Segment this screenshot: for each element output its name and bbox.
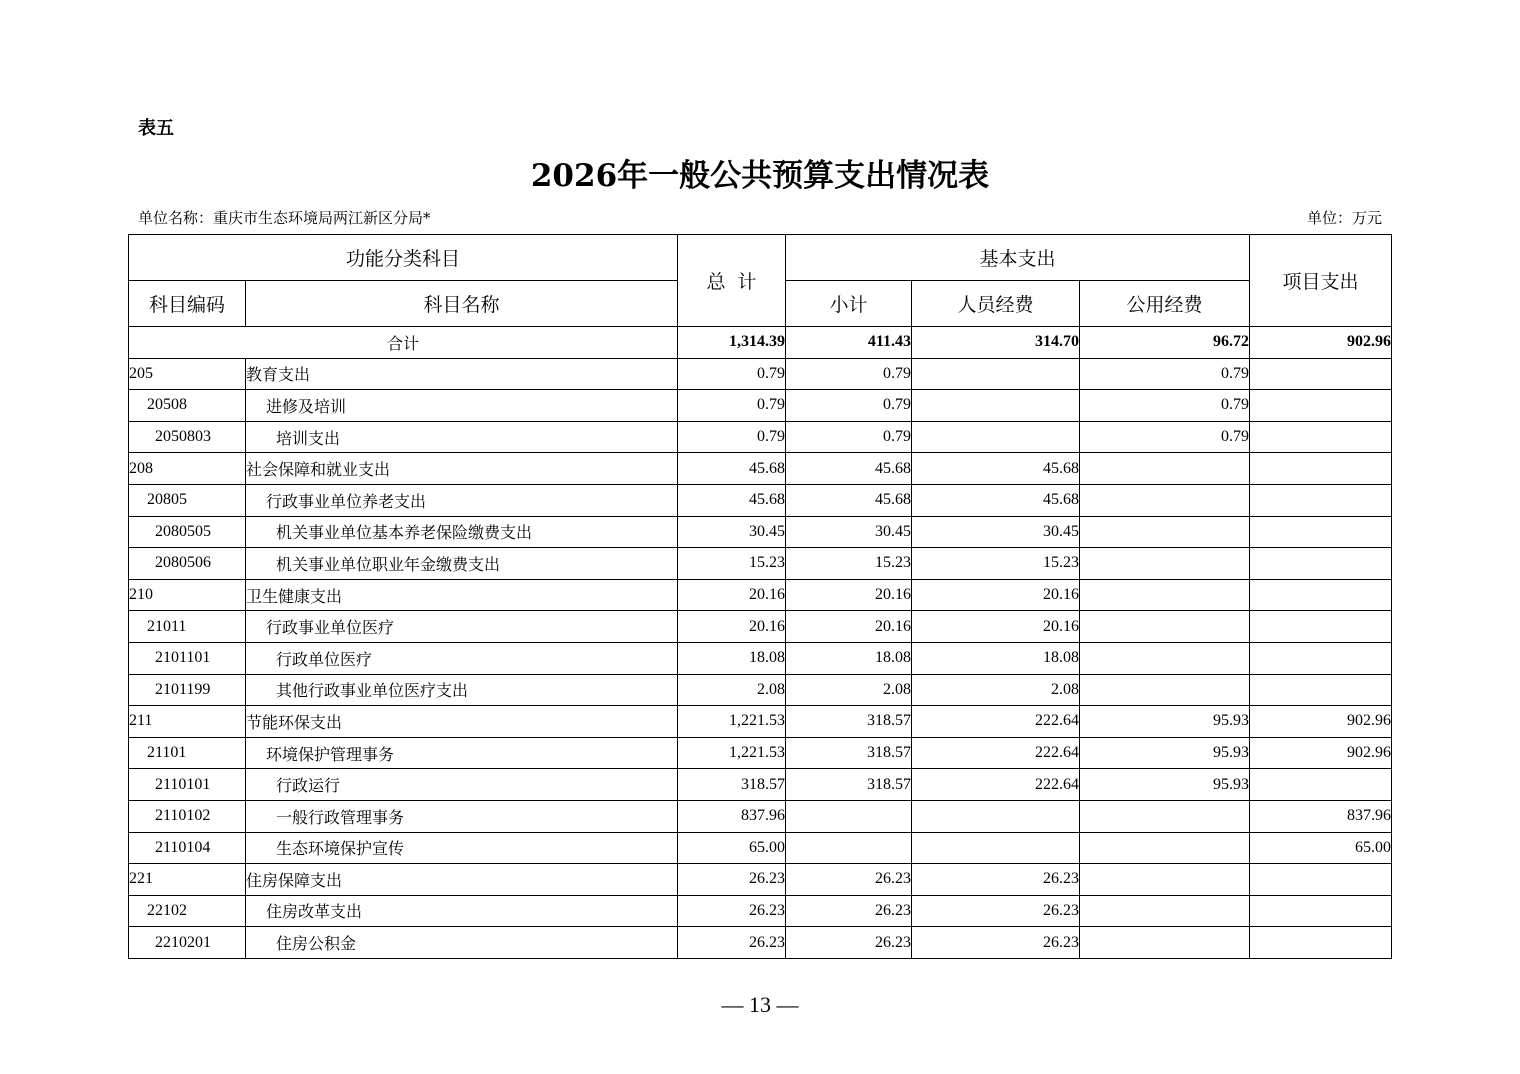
row-code: 2050803	[129, 421, 246, 453]
row-public	[1080, 516, 1250, 548]
row-code: 2110102	[129, 800, 246, 832]
row-name: 节能环保支出	[246, 706, 678, 738]
row-subtotal	[786, 800, 912, 832]
page-number: — 13 —	[721, 992, 799, 1017]
row-public	[1080, 579, 1250, 611]
row-total: 837.96	[678, 800, 786, 832]
row-personnel	[912, 358, 1080, 390]
row-total: 45.68	[678, 453, 786, 485]
row-subtotal: 0.79	[786, 390, 912, 422]
table-row	[129, 800, 1392, 832]
row-name: 行政事业单位养老支出	[246, 484, 678, 516]
row-code: 2080505	[129, 516, 246, 548]
row-personnel: 20.16	[912, 579, 1080, 611]
row-name: 培训支出	[246, 421, 678, 453]
row-total: 0.79	[678, 358, 786, 390]
row-name: 其他行政事业单位医疗支出	[246, 674, 678, 706]
row-project	[1250, 864, 1392, 896]
row-public	[1080, 548, 1250, 580]
total-project: 902.96	[1250, 327, 1392, 359]
row-total: 20.16	[678, 579, 786, 611]
row-subtotal: 0.79	[786, 358, 912, 390]
row-public	[1080, 484, 1250, 516]
row-total: 18.08	[678, 642, 786, 674]
row-total: 45.68	[678, 484, 786, 516]
row-subtotal	[786, 832, 912, 864]
row-project: 902.96	[1250, 737, 1392, 769]
table-row	[129, 832, 1392, 864]
row-public	[1080, 642, 1250, 674]
row-code: 210	[129, 579, 246, 611]
row-project	[1250, 421, 1392, 453]
table-row	[129, 642, 1392, 674]
table-row	[129, 706, 1392, 738]
row-code: 2110101	[129, 769, 246, 801]
row-total: 0.79	[678, 421, 786, 453]
row-public	[1080, 674, 1250, 706]
total-label: 合计	[129, 327, 678, 359]
row-code: 20805	[129, 484, 246, 516]
row-name: 住房改革支出	[246, 895, 678, 927]
total-personnel: 314.70	[912, 327, 1080, 359]
row-code: 211	[129, 706, 246, 738]
row-project: 65.00	[1250, 832, 1392, 864]
row-name: 一般行政管理事务	[246, 800, 678, 832]
row-public: 0.79	[1080, 390, 1250, 422]
row-public	[1080, 895, 1250, 927]
row-personnel	[912, 421, 1080, 453]
table-row	[129, 358, 1392, 390]
row-public	[1080, 453, 1250, 485]
row-project	[1250, 642, 1392, 674]
row-subtotal: 26.23	[786, 895, 912, 927]
row-project: 902.96	[1250, 706, 1392, 738]
total-subtotal: 411.43	[786, 327, 912, 359]
row-total: 65.00	[678, 832, 786, 864]
total-row	[129, 327, 1392, 359]
row-subtotal: 20.16	[786, 579, 912, 611]
row-personnel: 15.23	[912, 548, 1080, 580]
row-public	[1080, 832, 1250, 864]
row-public	[1080, 864, 1250, 896]
table-row	[129, 548, 1392, 580]
unit-name: 单位名称：重庆市生态环境局两江新区分局*	[138, 209, 431, 227]
table-row	[129, 611, 1392, 643]
row-subtotal: 0.79	[786, 421, 912, 453]
row-project	[1250, 358, 1392, 390]
row-name: 环境保护管理事务	[246, 737, 678, 769]
row-code: 2080506	[129, 548, 246, 580]
row-personnel: 222.64	[912, 737, 1080, 769]
row-code: 205	[129, 358, 246, 390]
row-personnel	[912, 800, 1080, 832]
row-subtotal: 15.23	[786, 548, 912, 580]
header-name: 科目名称	[246, 281, 678, 327]
row-subtotal: 45.68	[786, 484, 912, 516]
row-total: 30.45	[678, 516, 786, 548]
header-subtotal: 小计	[786, 281, 912, 327]
row-code: 21101	[129, 737, 246, 769]
row-name: 教育支出	[246, 358, 678, 390]
row-name: 进修及培训	[246, 390, 678, 422]
row-personnel: 26.23	[912, 864, 1080, 896]
row-public	[1080, 927, 1250, 959]
table-row	[129, 516, 1392, 548]
row-code: 2101199	[129, 674, 246, 706]
row-project	[1250, 516, 1392, 548]
row-public: 95.93	[1080, 737, 1250, 769]
row-personnel: 222.64	[912, 706, 1080, 738]
row-project	[1250, 769, 1392, 801]
row-personnel: 26.23	[912, 927, 1080, 959]
table-row	[129, 453, 1392, 485]
table-row	[129, 484, 1392, 516]
row-total: 2.08	[678, 674, 786, 706]
row-code: 22102	[129, 895, 246, 927]
row-total: 1,221.53	[678, 706, 786, 738]
row-subtotal: 18.08	[786, 642, 912, 674]
row-project	[1250, 484, 1392, 516]
row-subtotal: 2.08	[786, 674, 912, 706]
table-row	[129, 927, 1392, 959]
row-code: 20508	[129, 390, 246, 422]
table-row	[129, 390, 1392, 422]
total-public: 96.72	[1080, 327, 1250, 359]
row-name: 住房公积金	[246, 927, 678, 959]
row-code: 2210201	[129, 927, 246, 959]
row-code: 21011	[129, 611, 246, 643]
table-row	[129, 421, 1392, 453]
row-name: 机关事业单位职业年金缴费支出	[246, 548, 678, 580]
row-project	[1250, 611, 1392, 643]
row-project	[1250, 548, 1392, 580]
row-name: 住房保障支出	[246, 864, 678, 896]
table-row	[129, 769, 1392, 801]
row-personnel: 30.45	[912, 516, 1080, 548]
row-personnel: 45.68	[912, 453, 1080, 485]
row-project	[1250, 895, 1392, 927]
row-personnel	[912, 832, 1080, 864]
budget-table	[128, 234, 1392, 959]
table-row	[129, 864, 1392, 896]
table-row	[129, 674, 1392, 706]
table-row	[129, 579, 1392, 611]
row-personnel: 20.16	[912, 611, 1080, 643]
row-name: 行政事业单位医疗	[246, 611, 678, 643]
row-name: 行政运行	[246, 769, 678, 801]
row-project	[1250, 453, 1392, 485]
header-public: 公用经费	[1080, 281, 1250, 327]
row-name: 行政单位医疗	[246, 642, 678, 674]
row-public: 0.79	[1080, 358, 1250, 390]
sheet-label: 表五	[138, 118, 174, 139]
row-project	[1250, 579, 1392, 611]
page-title: 2026年一般公共预算支出情况表	[530, 158, 990, 194]
row-name: 机关事业单位基本养老保险缴费支出	[246, 516, 678, 548]
row-public: 95.93	[1080, 706, 1250, 738]
row-subtotal: 318.57	[786, 737, 912, 769]
row-public: 95.93	[1080, 769, 1250, 801]
row-total: 26.23	[678, 895, 786, 927]
row-total: 20.16	[678, 611, 786, 643]
row-total: 318.57	[678, 769, 786, 801]
row-project	[1250, 390, 1392, 422]
header-code: 科目编码	[129, 281, 246, 327]
row-personnel: 45.68	[912, 484, 1080, 516]
row-subtotal: 26.23	[786, 927, 912, 959]
row-code: 2101101	[129, 642, 246, 674]
row-personnel: 26.23	[912, 895, 1080, 927]
row-subtotal: 26.23	[786, 864, 912, 896]
row-total: 15.23	[678, 548, 786, 580]
row-code: 208	[129, 453, 246, 485]
row-personnel: 2.08	[912, 674, 1080, 706]
row-personnel: 222.64	[912, 769, 1080, 801]
row-project	[1250, 927, 1392, 959]
row-total: 0.79	[678, 390, 786, 422]
row-total: 26.23	[678, 927, 786, 959]
row-subtotal: 30.45	[786, 516, 912, 548]
row-subtotal: 318.57	[786, 706, 912, 738]
row-subtotal: 20.16	[786, 611, 912, 643]
row-name: 生态环境保护宣传	[246, 832, 678, 864]
row-public	[1080, 611, 1250, 643]
row-total: 26.23	[678, 864, 786, 896]
table-row	[129, 895, 1392, 927]
row-public: 0.79	[1080, 421, 1250, 453]
row-code: 221	[129, 864, 246, 896]
header-project: 项目支出	[1250, 235, 1392, 327]
row-project	[1250, 674, 1392, 706]
header-func-category: 功能分类科目	[129, 235, 678, 281]
row-personnel: 18.08	[912, 642, 1080, 674]
row-name: 社会保障和就业支出	[246, 453, 678, 485]
row-name: 卫生健康支出	[246, 579, 678, 611]
row-total: 1,221.53	[678, 737, 786, 769]
row-public	[1080, 800, 1250, 832]
table-row	[129, 737, 1392, 769]
header-basic: 基本支出	[786, 235, 1250, 281]
total-total: 1,314.39	[678, 327, 786, 359]
header-total: 总 计	[678, 235, 786, 327]
row-subtotal: 318.57	[786, 769, 912, 801]
unit-label: 单位：万元	[1306, 209, 1382, 227]
row-personnel	[912, 390, 1080, 422]
row-code: 2110104	[129, 832, 246, 864]
row-project: 837.96	[1250, 800, 1392, 832]
header-personnel: 人员经费	[912, 281, 1080, 327]
row-subtotal: 45.68	[786, 453, 912, 485]
